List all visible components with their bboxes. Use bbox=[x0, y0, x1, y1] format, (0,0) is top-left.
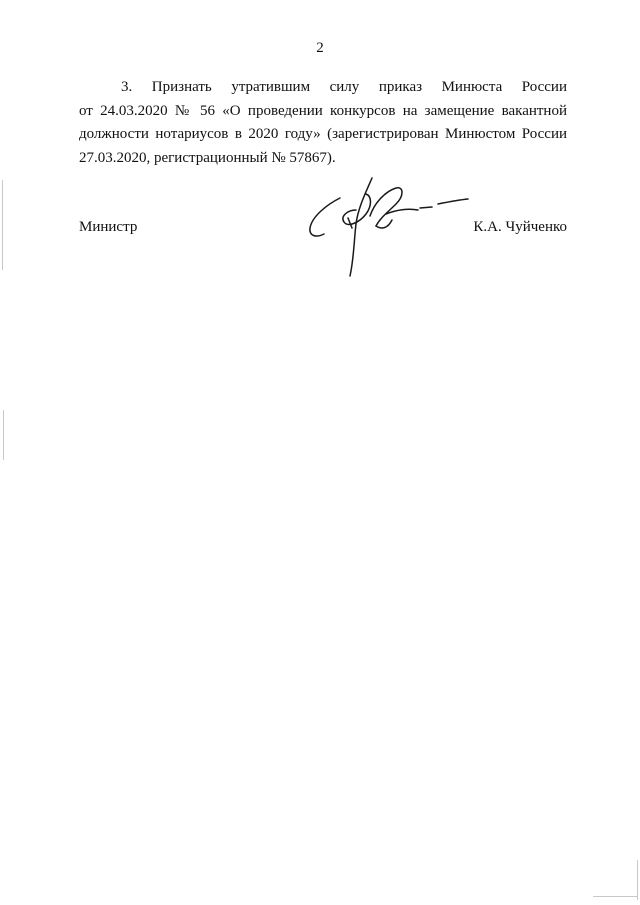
paragraph-line-4: 27.03.2020, регистрационный № 57867). bbox=[79, 149, 336, 166]
signatory-name: К.А. Чуйченко bbox=[473, 219, 567, 235]
scan-edge-mark bbox=[637, 860, 638, 900]
handwritten-signature bbox=[300, 170, 480, 285]
paragraph-line-2: от 24.03.2020 № 56 «О проведении конкурсов на замещение вакантной bbox=[79, 102, 567, 119]
scan-edge-mark bbox=[3, 410, 4, 460]
scan-edge-mark bbox=[593, 896, 638, 897]
paragraph-line-1: 3. Признать утратившим силу приказ Минюста России bbox=[121, 79, 567, 95]
scan-edge-mark bbox=[2, 180, 3, 270]
order-paragraph bbox=[79, 76, 567, 170]
signatory-role: Министр bbox=[79, 219, 138, 235]
page-number: 2 bbox=[316, 40, 324, 56]
paragraph-line-3: должности нотариусов в 2020 году» (зарегистрирован Минюстом России bbox=[79, 126, 567, 142]
